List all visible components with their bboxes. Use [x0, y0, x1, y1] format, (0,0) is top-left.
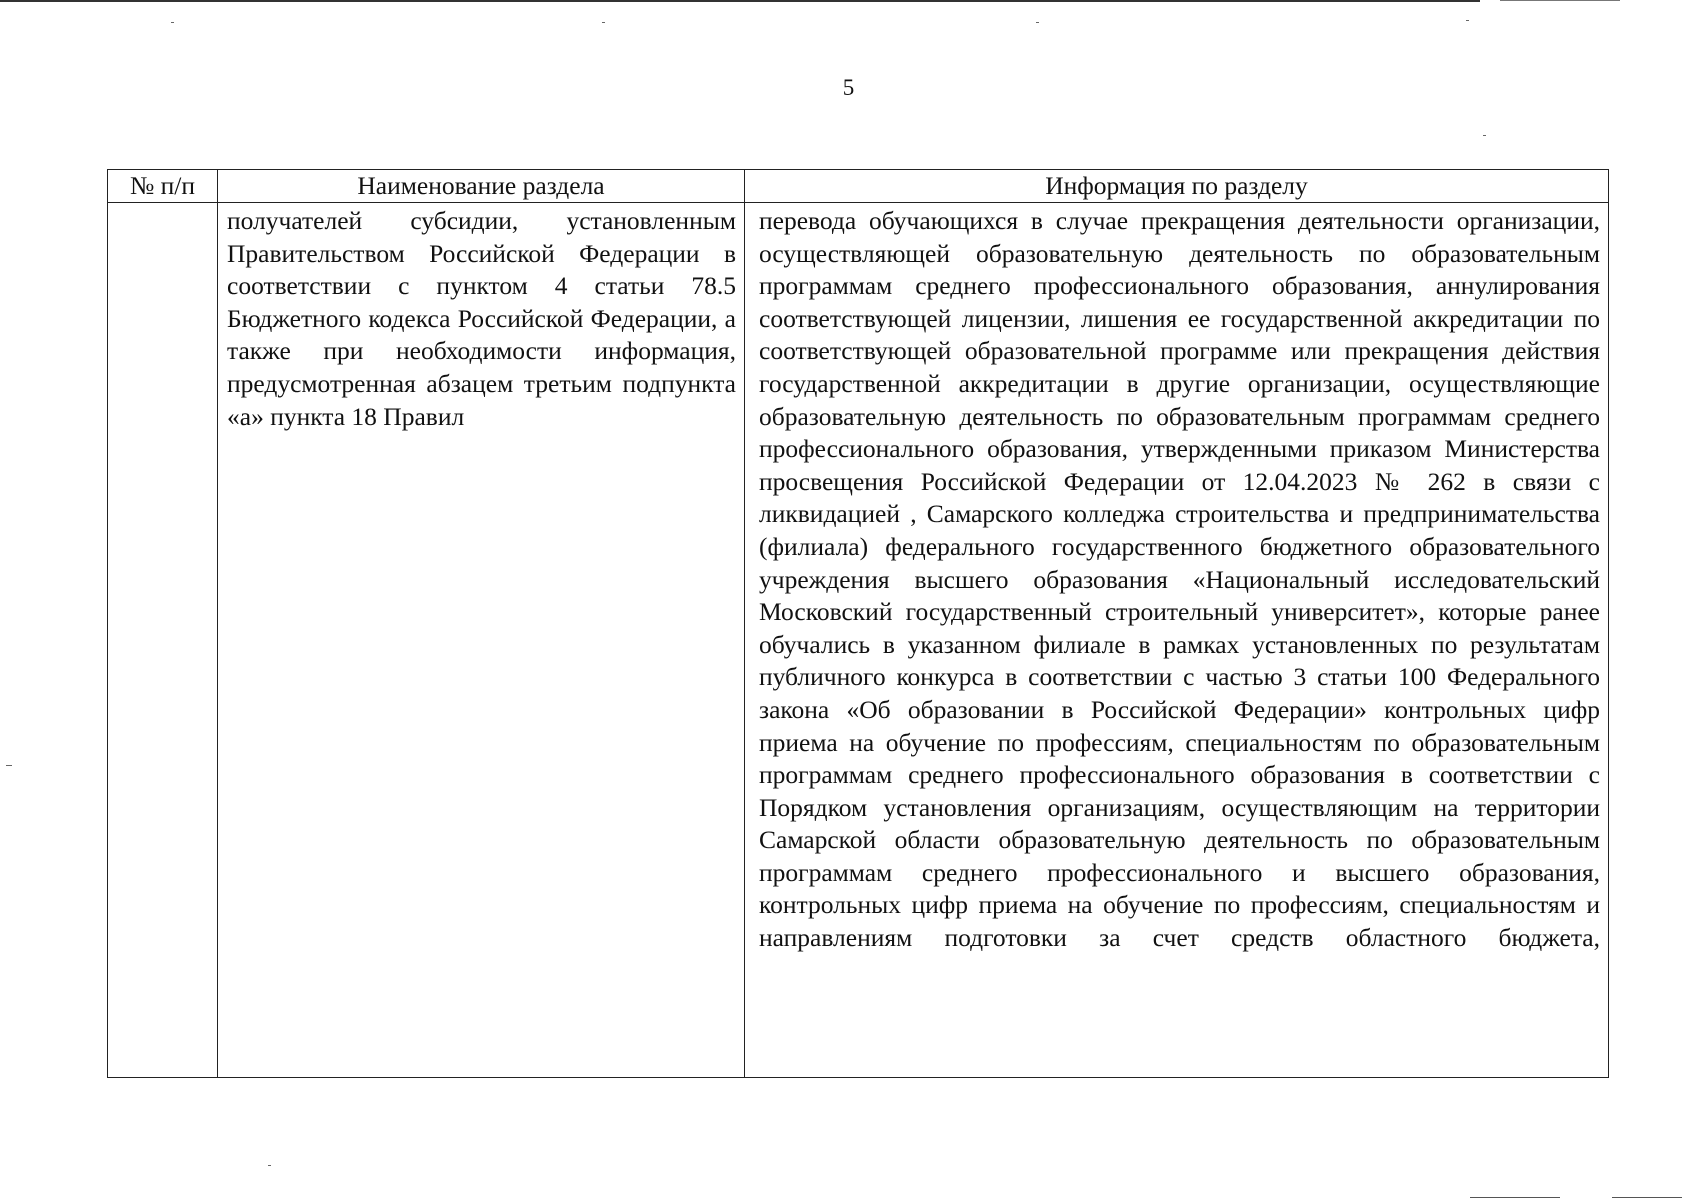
bottom-scan-dash: [1470, 1197, 1560, 1198]
row-num-cell: [108, 203, 218, 1078]
section-info-text: перевода обучающихся в случае прекращения деятельности организации, осуществляющей образовательную деятельность по образовательным программам среднего профессионального образования, аннулирования соответствующей лицензии, лишения ее государственной аккредитации по соответствующей образовательной программе или прекращения действия государственной аккредитации в другие организации, осуществляющие образовательную деятельность по образовательным программам среднего профессионального образования, утвержденными приказом Министерства просвещения Российской Федерации от 12.04.2023 № 262 в связи с ликвидацией , Самарского колледжа строительства и предпринимательства (филиала) федерального государственного бюджетного образовательного учреждения высшего образования «Национальный исследовательский Московский государственный строительный университет», которые ранее обучались в указанном филиале в рамках установленных по результатам публичного конкурса в соответствии с частью 3 статьи 100 Федерального закона «Об образовании в Российской Федерации» контрольных цифр приема на обучение по профессиям, специальностям по образовательным программам среднего профессионального образования в соответствии с Порядком установления организациям, осуществляющим на территории Самарской области образовательную деятельность по образовательным программам среднего профессионального и высшего образования, контрольных цифр приема на обучение по профессиям, специальностям и направлениям подготовки за счет средств областного бюджета,: [759, 206, 1600, 953]
header-info: Информация по разделу: [745, 170, 1609, 203]
top-scan-edge: [0, 0, 1480, 2]
scan-speck: [602, 22, 605, 23]
scan-speck: [6, 765, 12, 766]
scan-speck: [171, 22, 174, 23]
scan-speck: [1466, 20, 1469, 21]
table-row: [108, 203, 1609, 1078]
section-name-text: получателей субсидии, установленным Правительством Российской Федерации в соответствии с пунктом 4 статьи 78.5 Бюджетного кодекса Российской Федерации, а также при необходимости информация, предусмотренная абзацем третьим подпункта «а» пункта 18 Правил: [227, 206, 736, 431]
scan-speck: [268, 1165, 271, 1166]
top-scan-edge-dash: [1500, 0, 1620, 1]
document-table: [107, 169, 1609, 1078]
page-number: 5: [842, 75, 855, 100]
table-header-row: [108, 170, 1609, 203]
row-name-cell: [218, 203, 745, 1078]
header-num: № п/п: [108, 170, 218, 203]
header-name: Наименование раздела: [218, 170, 745, 203]
bottom-scan-dash: [1612, 1197, 1682, 1198]
row-info-cell: [745, 203, 1609, 1078]
scan-speck: [1483, 135, 1486, 136]
scan-speck: [1036, 22, 1039, 23]
